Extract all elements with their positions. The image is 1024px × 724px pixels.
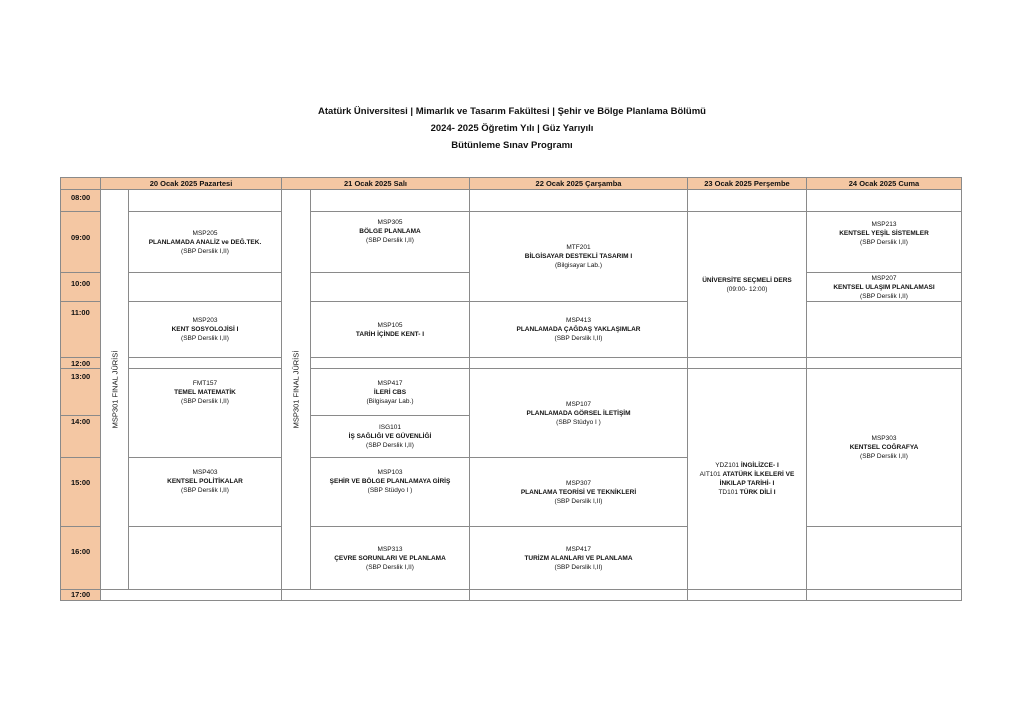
tue-jury-label: MSP301 FINAL JÜRİSİ — [291, 350, 301, 429]
exam-room: (SBP Stüdyo I ) — [556, 418, 601, 426]
exam-room: (SBP Derslik I,II) — [181, 487, 229, 494]
time-1000: 10:00 — [60, 272, 101, 302]
tue-0800-empty — [310, 189, 470, 212]
exam-room: (SBP Derslik I,II) — [860, 453, 908, 460]
exam-fri-msp213 — [806, 211, 962, 273]
time-0800: 08:00 — [60, 189, 101, 212]
header-university: Atatürk Üniversitesi | Mimarlık ve Tasarım Fakültesi | Şehir ve Bölge Planlama Bölümü — [318, 106, 706, 117]
exam-room: (SBP Derslik I,II) — [181, 335, 229, 342]
exam-wed-msp413 — [469, 301, 688, 358]
exam-room: (SBP Derslik I,II) — [181, 398, 229, 405]
tue-1700-empty — [281, 589, 470, 601]
exam-room: (09:00- 12:00) — [726, 285, 768, 293]
exam-name: TARİH İÇİNDE KENT- I — [355, 330, 425, 338]
exam-name: KENT SOSYOLOJİSİ I — [171, 326, 239, 333]
thu-1700-empty — [687, 589, 807, 601]
exam-name: PLANLAMADA ÇAĞDAŞ YAKLAŞIMLAR — [516, 326, 641, 333]
exam-code: MSP105 — [377, 321, 403, 329]
day-header-tue: 21 Ocak 2025 Salı — [281, 177, 470, 190]
exam-code: FMT157 — [192, 380, 218, 387]
exam-room: (SBP Derslik I,II) — [554, 563, 603, 571]
exam-name: PLANLAMADA GÖRSEL İLETİŞİM — [526, 409, 631, 417]
day-header-mon: 20 Ocak 2025 Pazartesi — [100, 177, 282, 190]
exam-wed-mtf201 — [469, 211, 688, 302]
mon-jury-label: MSP301 FINAL JÜRİSİ — [110, 350, 120, 429]
exam-name: KENTSEL YEŞİL SİSTEMLER — [839, 230, 929, 237]
exam-code: MSP417 — [377, 379, 403, 387]
common-course-1: YDZ101 İNGİLİZCE- I — [715, 462, 779, 469]
exam-code: MSP403 — [192, 469, 218, 476]
time-1500: 15:00 — [60, 457, 101, 527]
tue-jury-column — [281, 189, 311, 590]
exam-schedule-table — [60, 177, 962, 601]
exam-room: (Bilgisayar Lab.) — [366, 397, 414, 405]
exam-mon-msp403 — [128, 457, 282, 527]
exam-code: MTF201 — [566, 244, 591, 251]
exam-room: (SBP Stüdyo I ) — [367, 487, 413, 494]
exam-code: MSP203 — [192, 317, 218, 324]
exam-room: (SBP Derslik I,II) — [366, 563, 414, 571]
exam-code: MSP213 — [871, 221, 897, 228]
exam-room: (SBP Derslik I,II) — [181, 247, 229, 255]
exam-code: MSP417 — [566, 545, 591, 553]
exam-tue-msp417 — [310, 368, 470, 416]
wed-1700-empty — [469, 589, 688, 601]
exam-room: (SBP Derslik I,II) — [366, 442, 414, 449]
mon-0800-empty — [128, 189, 282, 212]
exam-code: MSP413 — [566, 317, 591, 324]
tue-1000-empty — [310, 272, 470, 302]
time-1400: 14:00 — [60, 415, 101, 458]
exam-fri-msp207 — [806, 272, 962, 302]
exam-code: MSP313 — [377, 545, 403, 553]
exam-tue-isg101 — [310, 415, 470, 458]
header-title: Bütünleme Sınav Programı — [451, 140, 573, 151]
exam-name: TEMEL MATEMATİK — [174, 389, 236, 396]
time-0900: 09:00 — [60, 211, 101, 273]
exam-room: (SBP Derslik I,II) — [860, 239, 908, 246]
exam-fri-msp303 — [806, 368, 962, 527]
exam-mon-msp203 — [128, 301, 282, 358]
exam-code: MSP207 — [871, 274, 897, 282]
fri-1700-empty — [806, 589, 962, 601]
exam-code: ISG101 — [378, 424, 402, 431]
exam-name: ÇEVRE SORUNLARI VE PLANLAMA — [334, 554, 446, 562]
common-course-3: TD101 TÜRK DİLİ I — [718, 489, 776, 496]
exam-name: KENTSEL POLİTİKALAR — [167, 478, 243, 485]
wed-0800-empty — [469, 189, 688, 212]
exam-code: MSP205 — [192, 229, 218, 237]
exam-tue-msp103 — [310, 457, 470, 527]
mon-jury-column — [100, 189, 129, 590]
exam-name: PLANLAMA TEORİSİ VE TEKNİKLERİ — [520, 488, 637, 496]
fri-0800-empty — [806, 189, 962, 212]
exam-room: (Bilgisayar Lab.) — [555, 262, 602, 269]
fri-1600-empty — [806, 526, 962, 590]
mon-1600-empty — [128, 526, 282, 590]
exam-tue-msp105 — [310, 301, 470, 358]
day-header-wed: 22 Ocak 2025 Çarşamba — [469, 177, 688, 190]
thu-0800-empty — [687, 189, 807, 212]
day-header-fri: 24 Ocak 2025 Cuma — [806, 177, 962, 190]
mon-1000-empty — [128, 272, 282, 302]
exam-name: İŞ SAĞLIĞI VE GÜVENLİĞİ — [348, 433, 432, 440]
exam-wed-msp107 — [469, 368, 688, 458]
common-course-2: AIT101 ATATÜRK İLKELERİ VE İNKILAP TARİHİ- I — [699, 471, 795, 487]
exam-name: KENTSEL ULAŞIM PLANLAMASI — [833, 283, 935, 291]
exam-name: BİLGİSAYAR DESTEKLİ TASARIM I — [524, 253, 633, 260]
exam-name: İLERİ CBS — [373, 388, 407, 396]
exam-mon-msp205 — [128, 211, 282, 273]
exam-name: ŞEHİR VE BÖLGE PLANLAMAYA GİRİŞ — [329, 478, 451, 485]
exam-room: (SBP Derslik I,II) — [366, 237, 414, 244]
time-1300: 13:00 — [60, 368, 101, 416]
exam-wed-msp417 — [469, 526, 688, 590]
exam-room: (SBP Derslik I,II) — [554, 497, 603, 505]
day-header-thu: 23 Ocak 2025 Perşembe — [687, 177, 807, 190]
exam-code: MSP103 — [377, 469, 403, 476]
exam-room: (SBP Derslik I,II) — [554, 335, 603, 342]
exam-code: MSP107 — [566, 400, 591, 408]
exam-code: MSP307 — [566, 479, 591, 487]
exam-tue-msp305 — [310, 211, 470, 273]
exam-thu-common-courses — [687, 368, 807, 590]
time-1200: 12:00 — [60, 357, 101, 369]
time-1600: 16:00 — [60, 526, 101, 590]
header-year: 2024- 2025 Öğretim Yılı | Güz Yarıyılı — [430, 123, 594, 134]
time-1700: 17:00 — [60, 589, 101, 601]
fri-1100-empty — [806, 301, 962, 358]
exam-wed-msp307 — [469, 457, 688, 527]
exam-thu-elective — [687, 211, 807, 358]
exam-mon-fmt157 — [128, 368, 282, 458]
exam-name: TURİZM ALANLARI VE PLANLAMA — [524, 554, 633, 562]
exam-code: MSP303 — [871, 435, 897, 442]
exam-name: KENTSEL COĞRAFYA — [849, 444, 919, 451]
exam-name: PLANLAMADA ANALİZ ve DEĞ.TEK. — [148, 238, 262, 246]
time-1100: 11:00 — [60, 301, 101, 358]
exam-tue-msp313 — [310, 526, 470, 590]
exam-code: MSP305 — [377, 219, 403, 226]
mon-1700-empty — [100, 589, 282, 601]
exam-name: BÖLGE PLANLAMA — [359, 228, 421, 235]
exam-name: ÜNİVERSİTE SEÇMELİ DERS — [702, 276, 792, 284]
exam-room: (SBP Derslik I,II) — [860, 292, 908, 300]
